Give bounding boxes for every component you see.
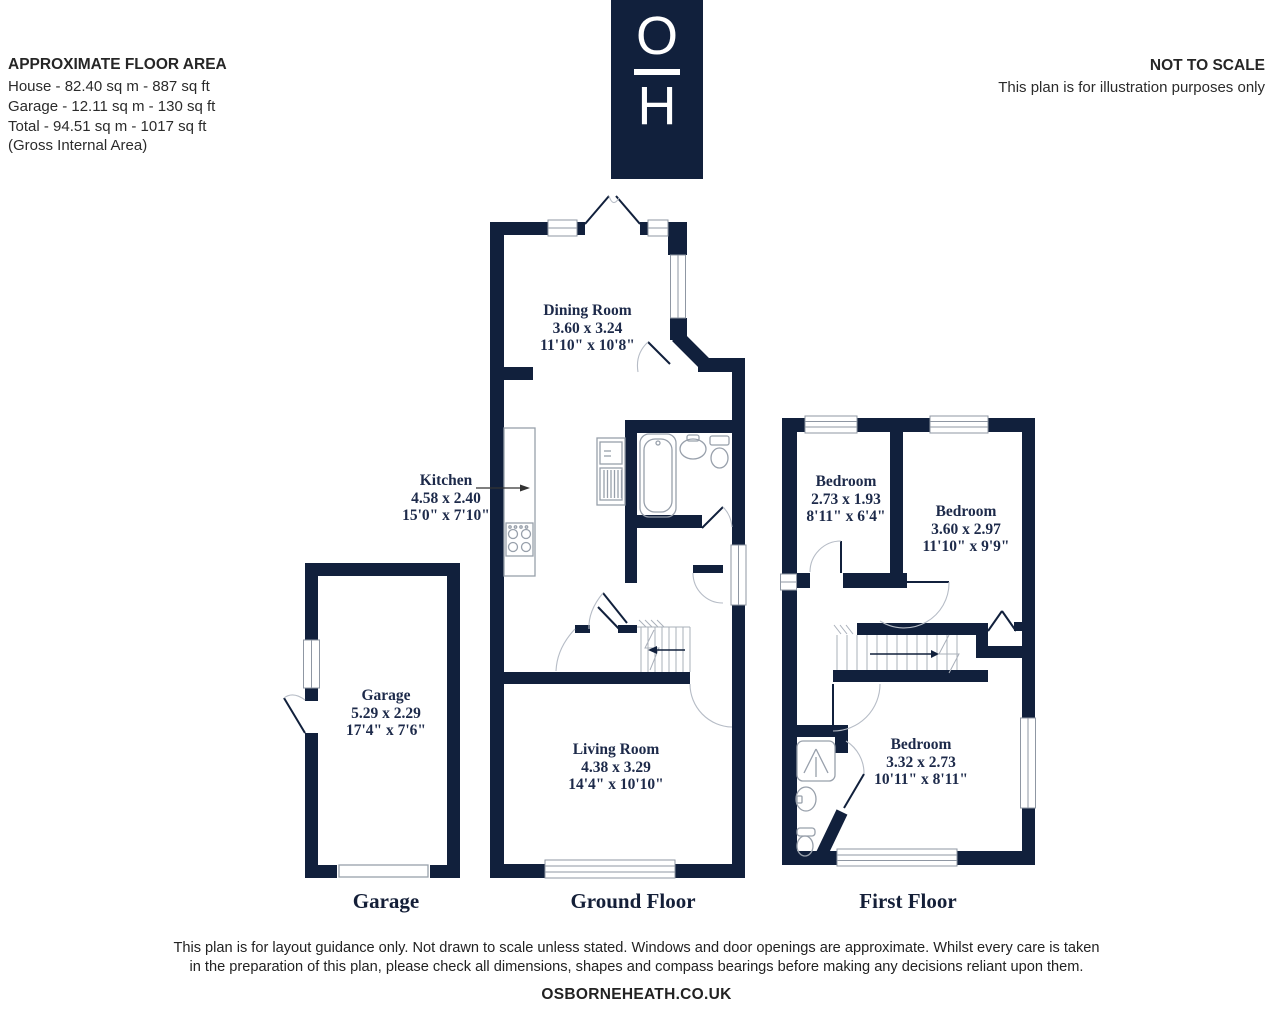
- illustration-note: This plan is for illustration purposes only: [998, 79, 1265, 96]
- floor-title-ground: Ground Floor: [570, 889, 696, 913]
- room-dim-metric: 4.58 x 2.40: [411, 489, 481, 507]
- hall-window: [731, 545, 746, 605]
- room-dim-imperial: 15'0" x 7'10": [402, 507, 490, 524]
- approximate-floor-area: [8, 56, 338, 156]
- room-dim-metric: 3.32 x 2.73: [886, 753, 956, 771]
- french-doors: [585, 196, 640, 224]
- website-text: OSBORNEHEATH.CO.UK: [541, 986, 732, 1003]
- room-dim-imperial: 10'11" x 8'11": [874, 771, 968, 788]
- room-label-garage: [325, 687, 447, 740]
- room-dim-imperial: 17'4" x 7'6": [345, 722, 427, 739]
- ground-interior: [490, 358, 745, 878]
- room-dim-metric: 3.60 x 3.24: [552, 319, 623, 337]
- room-dim-metric: 4.38 x 3.29: [581, 758, 651, 776]
- brand-logo: [611, 0, 703, 179]
- disclaimer: [0, 939, 1273, 976]
- floor-area-house: House - 82.40 sq m - 887 sq ft: [8, 78, 210, 95]
- room-name: Bedroom: [815, 473, 877, 490]
- room-dim-imperial: 11'10" x 10'8": [540, 337, 635, 354]
- room-name: Bedroom: [890, 736, 952, 753]
- disclaimer-line-2: in the preparation of this plan, please check all dimensions, shapes and compass bearings before making any decisions reliant upon them.: [189, 958, 1084, 975]
- room-label-living: [543, 741, 689, 794]
- room-label-dining: [515, 302, 660, 355]
- not-to-scale-title: NOT TO SCALE: [1149, 57, 1265, 74]
- floor-area-total: Total - 94.51 sq m - 1017 sq ft: [8, 117, 207, 135]
- garage-side-door: [284, 695, 305, 733]
- room-name: Dining Room: [543, 302, 632, 319]
- floor-area-gross-note: (Gross Internal Area): [8, 137, 148, 155]
- garage-door: [337, 863, 430, 880]
- logo-divider: [634, 69, 680, 75]
- room-name: Garage: [361, 687, 411, 704]
- room-name: Kitchen: [419, 472, 473, 489]
- room-name: Bedroom: [935, 503, 997, 520]
- floor-area-title: APPROXIMATE FLOOR AREA: [8, 56, 227, 73]
- room-dim-imperial: 11'10" x 9'9": [922, 538, 1010, 555]
- room-dim-metric: 5.29 x 2.29: [351, 704, 421, 722]
- room-label-bedroom1: [785, 473, 907, 526]
- floor-area-garage: Garage - 12.11 sq m - 130 sq ft: [8, 97, 216, 115]
- room-dim-imperial: 8'11" x 6'4": [806, 508, 886, 525]
- room-dim-metric: 3.60 x 2.97: [931, 520, 1001, 538]
- logo-letter-h: H: [637, 76, 677, 136]
- scale-note-block: [865, 57, 1265, 96]
- garage-window: [304, 640, 320, 688]
- room-dim-metric: 2.73 x 1.93: [811, 490, 881, 508]
- floor-title-garage: Garage: [352, 889, 420, 913]
- living-room-window: [545, 860, 675, 878]
- room-label-kitchen: [396, 472, 496, 525]
- room-label-bedroom3: [855, 736, 987, 789]
- disclaimer-line-1: This plan is for layout guidance only. Not drawn to scale unless stated. Windows and door openings are approximate. Whilst every care is taken: [173, 940, 1100, 956]
- room-name: Living Room: [572, 741, 660, 758]
- floor-title-first: First Floor: [859, 889, 957, 913]
- room-label-bedroom2: [904, 503, 1028, 556]
- logo-letter-o: O: [635, 6, 678, 66]
- room-dim-imperial: 14'4" x 10'10": [568, 776, 664, 793]
